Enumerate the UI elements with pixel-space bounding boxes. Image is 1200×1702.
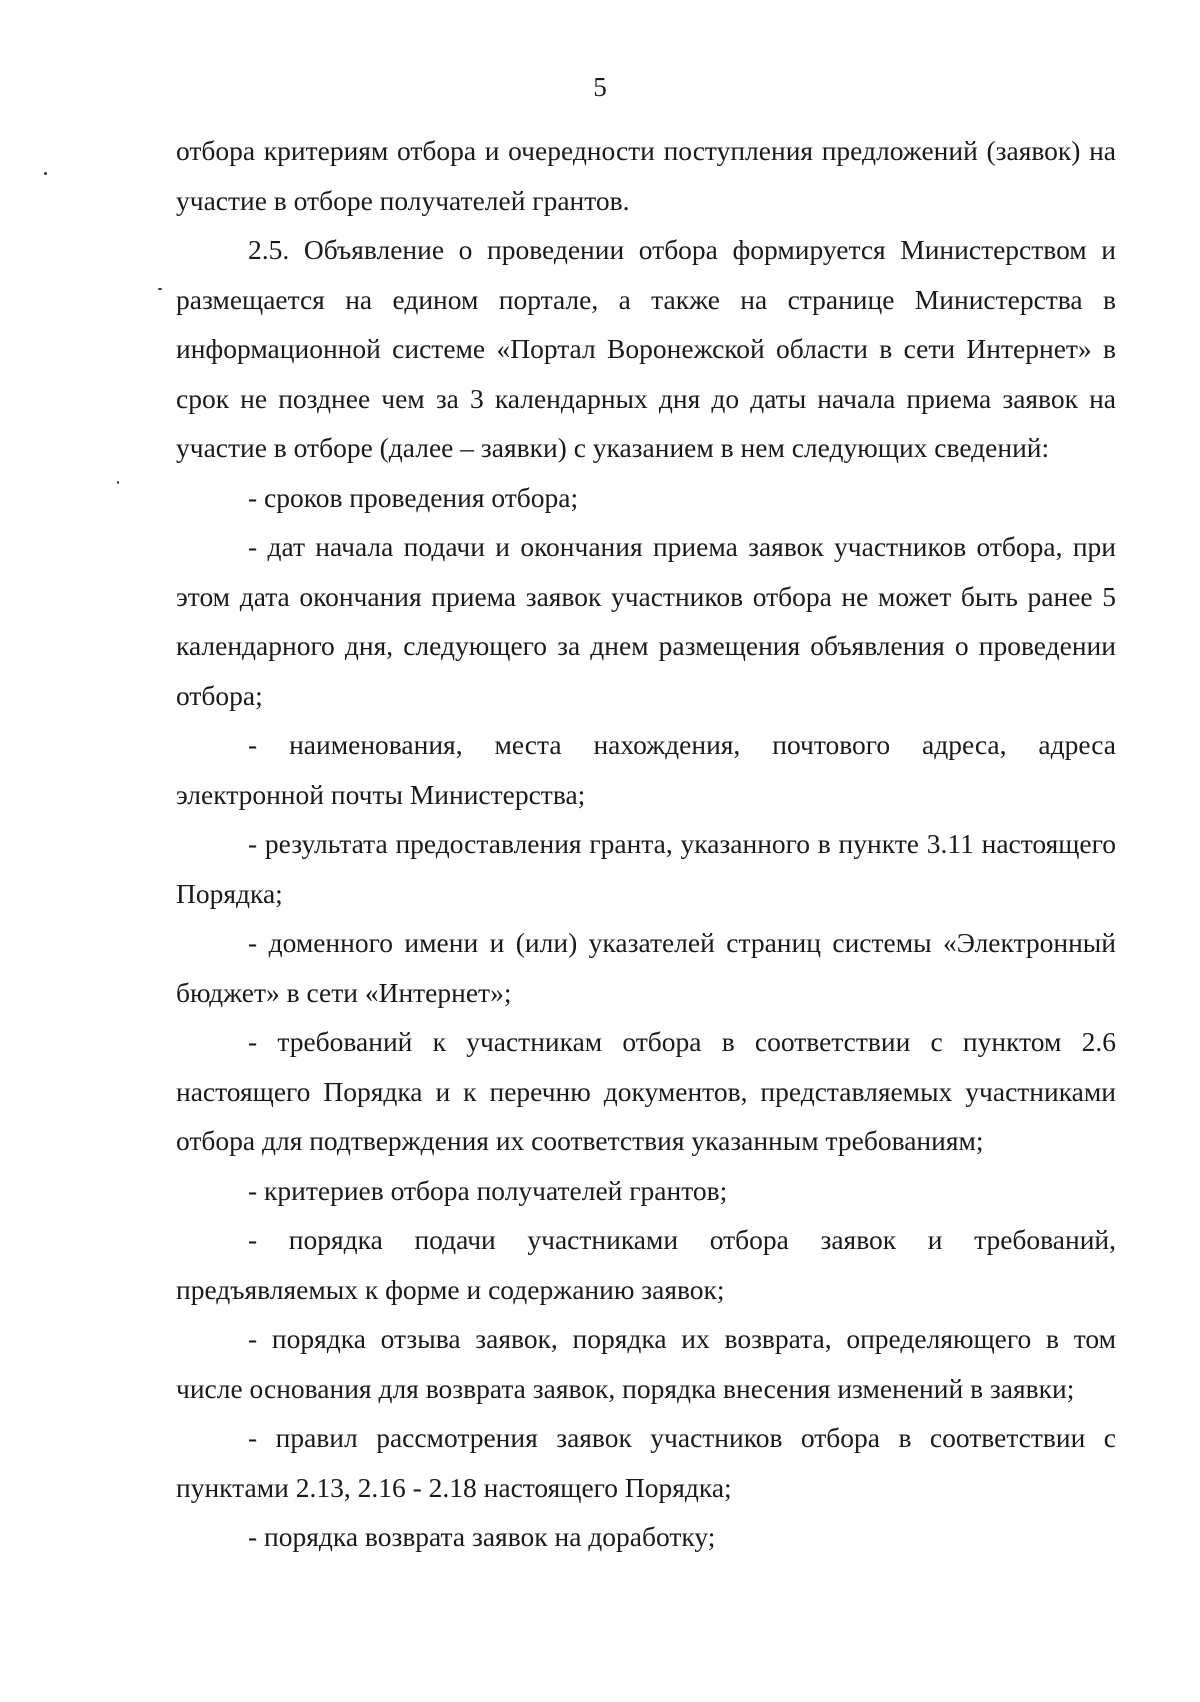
list-item-return-order: - порядка возврата заявок на доработку; <box>248 1521 716 1552</box>
list-item-grant-result: - результата предоставления гранта, указанного в пункте 3.11 настоящего Порядка; <box>176 828 1116 909</box>
paragraph-continuation: отбора критериям отбора и очередности поступления предложений (заявок) на участие в отборе получателей грантов. <box>176 135 1116 216</box>
list-item-name-address: - наименования, места нахождения, почтового адреса, адреса электронной почты Министерства; <box>176 729 1116 810</box>
list-item-submission-order: - порядка подачи участниками отбора заявок и требований, предъявляемых к форме и содержанию заявок; <box>176 1224 1116 1305</box>
scan-speck <box>117 481 119 484</box>
list-item-terms: - сроков проведения отбора; <box>248 481 579 513</box>
list-item-criteria: - критериев отбора получателей грантов; <box>248 1174 728 1206</box>
page-number: 5 <box>593 72 607 102</box>
scan-speck <box>158 288 162 290</box>
paragraph-2-5: 2.5. Объявление о проведении отбора формируется Министерством и размещается на едином портале, а также на странице Министерства в информационной системе «Портал Воронежской области в сети Интернет» в срок не позднее чем за 3 календарных дня до даты начала приема заявок на участие в отборе (далее – заявки) с указанием в нем следующих сведений: <box>176 234 1116 463</box>
list-item-dates: - дат начала подачи и окончания приема заявок участников отбора, при этом дата окончания приема заявок участников отбора не может быть ранее 5 календарного дня, следующего за днем размещения объявления о проведении отбора; <box>176 531 1116 711</box>
list-item-requirements: - требований к участникам отбора в соответствии с пунктом 2.6 настоящего Порядка и к перечню документов, представляемых участниками отбора для подтверждения их соответствия указанным требованиям; <box>176 1026 1116 1156</box>
list-item-domain-name: - доменного имени и (или) указателей страниц системы «Электронный бюджет» в сети «Интернет»; <box>176 927 1116 1008</box>
document-body <box>176 126 1116 1562</box>
scan-speck <box>44 172 47 175</box>
list-item-withdrawal-order: - порядка отзыва заявок, порядка их возврата, определяющего в том числе основания для возврата заявок, порядка внесения изменений в заявки; <box>176 1323 1116 1404</box>
list-item-review-rules: - правил рассмотрения заявок участников отбора в соответствии с пунктами 2.13, 2.16 - 2.18 настоящего Порядка; <box>176 1422 1116 1503</box>
